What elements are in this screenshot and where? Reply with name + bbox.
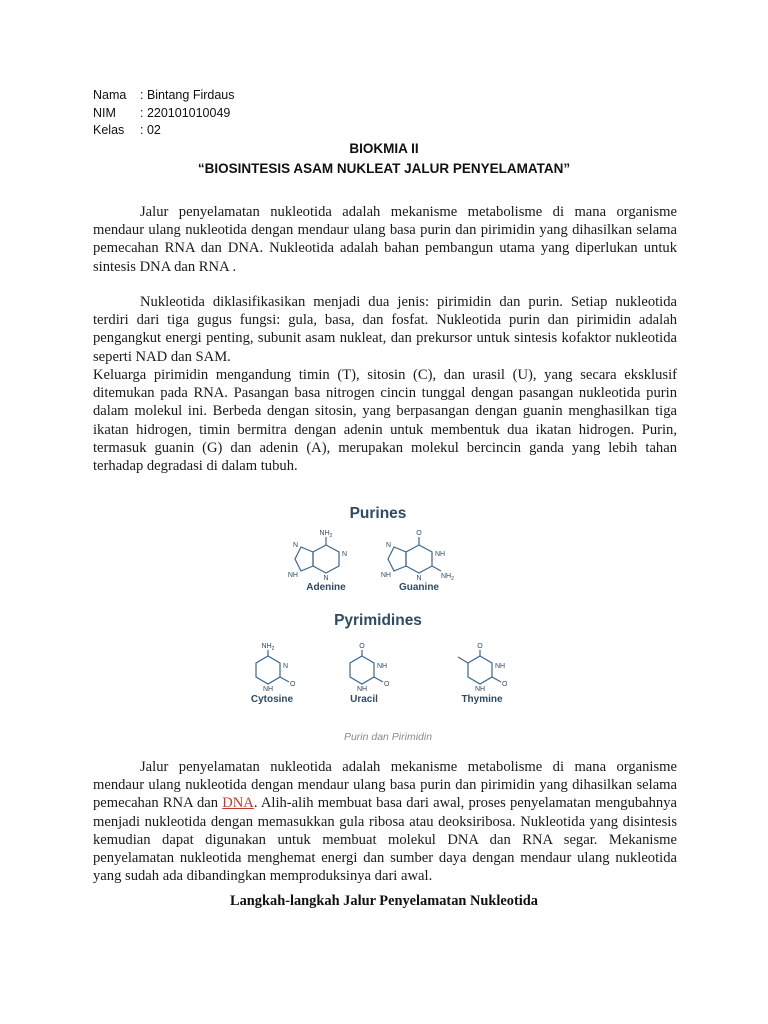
guanine-structure [385,537,441,573]
adenine-label: Adenine [306,582,346,593]
paragraph-4 [93,758,677,885]
course-title: BIOKMIA II [349,141,419,156]
guanine-label: Guanine [398,582,440,593]
student-nim-row [93,105,230,122]
paragraph-4-text-after: . Alih-alih membuat basa dari awal, proses penyelamatan mengubahnya menjadi nukleotida dengan memasukkan gula ribosa atau deoksiribosa. Nukleotida yang disintesis kemudian dapat digunakan untuk membuat molekul DNA dan RNA segar. Mekanisme penyelamatan nukleotida menghemat energi dan sumber daya dengan mendaur ulang nukleotida yang sudah ada dibandingkan memproduksinya dari awal. [93,795,678,885]
class-value: : 02 [140,123,161,137]
guanine-n9-label: NH [380,572,391,579]
paragraph-1: Jalur penyelamatan nukleotida adalah mekanisme metabolisme di mana organisme mendaur ulang nukleotida dengan mendaur ulang basa purin dan pirimidin yang dihasilkan selama pemecahan RNA dan DNA. Nukleotida adalah bahan pembangun utama yang diperlukan untuk sintesis DNA dan RNA . [93,204,677,275]
guanine-n3-label: N [416,575,422,582]
adenine-n1-label: N [342,551,348,558]
uracil-nh-label: NH [377,663,388,670]
paragraph-4-text-before: Jalur penyelamatan nukleotida adalah mekanisme metabolisme di mana organisme mendaur ulang nukleotida dengan mendaur ulang basa purin dan pirimidin yang dihasilkan selama pemecahan RNA dan [93,759,677,812]
guanine-nh-label: NH [435,551,446,558]
adenine-n9-label: NH [287,572,298,579]
paragraph-2: Nukleotida diklasifikasikan menjadi dua jenis: pirimidin dan purin. Setiap nukleotida terdiri dari tiga gugus fungsi: gula, basa, dan fosfat. Nukleotida purin dan pirimidin adalah pengangkut energi penting, subunit asam nukleat, dan prekursor untuk sintesis kofaktor nukleotida seperti NAD dan SAM. [93,294,677,365]
cytosine-o-label: O [290,681,296,688]
purines-heading: Purines [349,505,407,522]
adenine-nh2-label: $NH_2$ [319,530,333,539]
uracil-label: Uracil [350,694,378,705]
uracil-o-top-label: O [359,643,365,650]
cytosine-nh2-label: $NH_2$ [261,643,275,652]
adenine-n7-label: N [292,542,298,549]
thymine-label: Thymine [461,694,503,705]
paragraph-3: Keluarga pirimidin mengandung timin (T), sitosin (C), dan urasil (U), yang secara eksklusif ditemukan pada RNA. Pasangan basa nitrogen cincin tunggal dengan pasangan nukleotida purin dalam molekul ini. Berbeda dengan sitosin, yang berpasangan dengan guanin menghasilkan tiga ikatan hidrogen, timin bermitra dengan adenin untuk membentuk dua ikatan hidrogen. Purin, termasuk guanin (G) dan adenin (A), merupakan molekul bercincin ganda yang lebih tahan terhadap degradasi di dalam tubuh. [93,367,677,475]
nim-value: : 220101010049 [140,106,231,120]
name-key: Nama [93,88,127,102]
class-key: Kelas [93,123,125,137]
guanine-n7-label: N [385,542,391,549]
cytosine-label: Cytosine [250,694,294,705]
adenine-n3-label: N [323,575,329,582]
student-class-row [93,122,161,139]
name-value: : Bintang Firdaus [140,88,235,102]
guanine-o-label: O [416,530,422,537]
cytosine-n-label: N [283,663,289,670]
thymine-o-label: O [502,681,508,688]
thymine-nh-bottom-label: NH [474,686,486,693]
purine-pyrimidine-figure [240,498,520,748]
figure-caption: Purin dan Pirimidin [343,731,433,743]
thymine-nh-label: NH [495,663,506,670]
document-title: “BIOSINTESIS ASAM NUKLEAT JALUR PENYELAMATAN” [197,161,571,176]
guanine-nh2-label: $NH_2$ [441,573,454,582]
uracil-o-label: O [384,681,390,688]
uracil-nh-bottom-label: NH [356,686,368,693]
cytosine-nh-label: NH [262,686,274,693]
section-subheading: Langkah-langkah Jalur Penyelamatan Nukleotida [230,893,538,909]
student-name-row [93,87,235,104]
nim-key: NIM [93,106,116,120]
adenine-structure [292,537,339,573]
pyrimidines-heading: Pyrimidines [334,612,422,629]
dna-link[interactable]: DNA [222,795,254,812]
thymine-o-top-label: O [477,643,483,650]
